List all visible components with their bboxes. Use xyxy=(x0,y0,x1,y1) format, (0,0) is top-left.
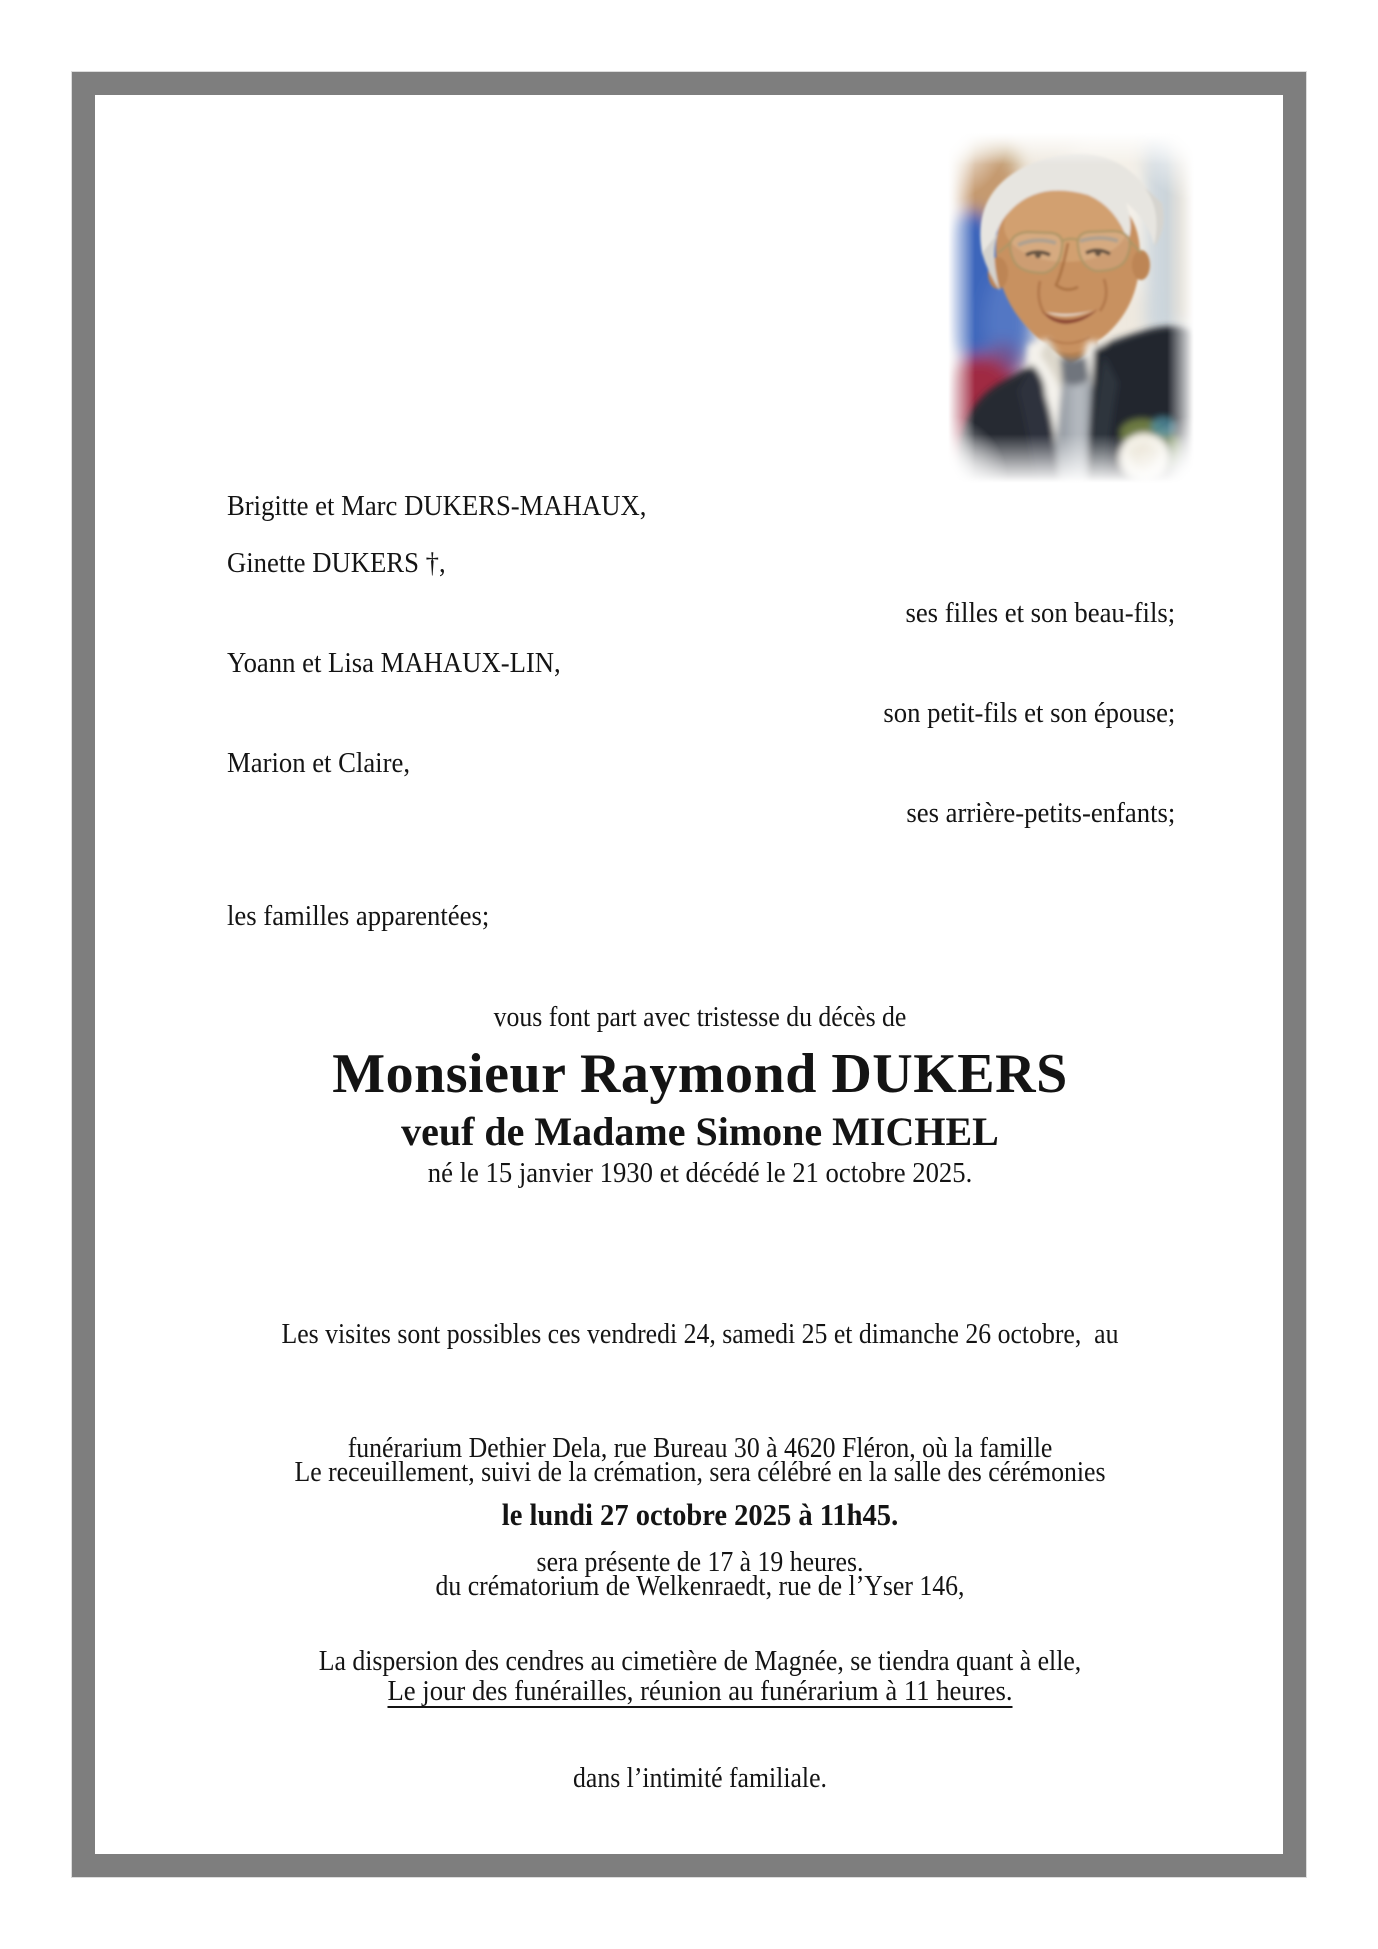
visits-line: Les visites sont possibles ces vendredi 24, samedi 25 et dimanche 26 octobre, au xyxy=(281,1319,1119,1350)
family-line: Marion et Claire, xyxy=(227,747,411,779)
relation-line: son petit-fils et son épouse; xyxy=(883,697,1175,729)
portrait-illustration xyxy=(948,133,1194,483)
deceased-name: Monsieur Raymond DUKERS xyxy=(332,1043,1068,1105)
family-line: les familles apparentées; xyxy=(227,900,490,932)
funeral-day-meeting: Le jour des funérailles, réunion au funérarium à 11 heures. xyxy=(387,1675,1013,1707)
ceremony-date: le lundi 27 octobre 2025 à 11h45. xyxy=(501,1497,899,1532)
announcement-intro: vous font part avec tristesse du décès de xyxy=(493,1002,907,1033)
family-line: Yoann et Lisa MAHAUX-LIN, xyxy=(227,647,561,679)
ceremony-line: du crématorium de Welkenraedt, rue de l’Yser 146, xyxy=(435,1571,965,1602)
deceased-life-dates: né le 15 janvier 1930 et décédé le 21 octobre 2025. xyxy=(427,1157,973,1189)
visits-line: sera présente de 17 à 19 heures. xyxy=(536,1547,864,1578)
relation-line: ses arrière-petits-enfants; xyxy=(906,797,1175,829)
portrait-photo xyxy=(948,133,1194,483)
family-line: Ginette DUKERS †, xyxy=(227,547,446,579)
relation-line: ses filles et son beau-fils; xyxy=(905,597,1175,629)
deceased-relation: veuf de Madame Simone MICHEL xyxy=(401,1109,999,1154)
visits-line: funérarium Dethier Dela, rue Bureau 30 à 4620 Fléron, où la famille xyxy=(347,1433,1053,1464)
dispersion-line: La dispersion des cendres au cimetière de Magnée, se tiendra quant à elle, xyxy=(318,1646,1082,1677)
family-line: Brigitte et Marc DUKERS-MAHAUX, xyxy=(227,490,647,522)
ceremony-line: Le receuillement, suivi de la crémation, sera célébré en la salle des cérémonies xyxy=(294,1457,1106,1488)
dispersion-line: dans l’intimité familiale. xyxy=(573,1763,827,1794)
